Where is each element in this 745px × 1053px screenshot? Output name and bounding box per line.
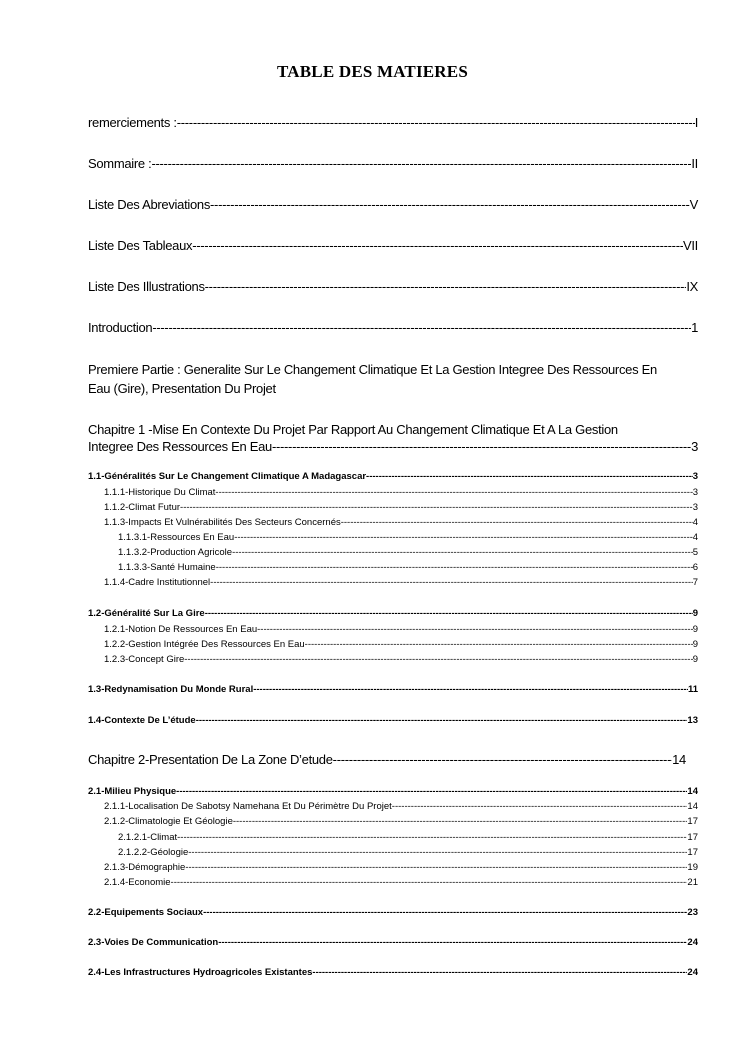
toc-entry-label: 1.1-Généralités Sur Le Changement Climatique A Madagascar [88, 471, 367, 482]
leader-dots [151, 156, 691, 171]
toc-entry-1-1-3-2[interactable] [118, 547, 698, 558]
toc-entry-label: 2.1.2-Climatologie Et Géologie [104, 816, 233, 827]
toc-page-number: 17 [687, 832, 698, 843]
toc-page-number: 14 [672, 752, 686, 767]
toc-entry-chapter-2[interactable] [88, 752, 686, 767]
toc-chapter-heading-line[interactable] [88, 420, 698, 439]
leader-dots [392, 801, 688, 812]
toc-entry-label: 1.2.3-Concept Gire [104, 654, 185, 665]
leader-dots [196, 715, 688, 726]
toc-entry-label: 1.1.3.1-Ressources En Eau [118, 532, 235, 543]
toc-entry-label: Liste Des Tableaux [88, 238, 193, 253]
toc-page-number: IX [686, 279, 698, 294]
toc-entry-2-2[interactable] [88, 907, 698, 918]
toc-entry-label: Liste Des Illustrations [88, 279, 205, 294]
toc-entry-label: remerciements : [88, 115, 177, 130]
toc-entry-sommaire[interactable] [88, 156, 698, 171]
toc-entry-label: 2.1.2.1-Climat [118, 832, 178, 843]
toc-page-number: 7 [692, 577, 698, 588]
toc-page-number: 4 [692, 517, 698, 528]
toc-page-number: 3 [692, 502, 698, 513]
toc-page-number: 6 [692, 562, 698, 573]
toc-entry-label: 1.1.3.2-Production Agricole [118, 547, 233, 558]
leader-dots [188, 847, 687, 858]
toc-entry-label: 2.3-Voies De Communication [88, 937, 219, 948]
toc-entry-abreviations[interactable] [88, 197, 698, 212]
leader-dots [218, 937, 687, 948]
toc-entry-label: Sommaire : [88, 156, 152, 171]
leader-dots [171, 877, 688, 888]
leader-dots [272, 439, 691, 454]
toc-entry-2-1[interactable] [88, 786, 698, 797]
toc-page-number: 23 [687, 907, 698, 918]
toc-entry-1-2-3[interactable] [104, 654, 698, 665]
leader-dots [210, 577, 693, 588]
leader-dots [333, 752, 672, 767]
toc-entry-label: Introduction [88, 320, 153, 335]
toc-page-number: VII [683, 238, 698, 253]
leader-dots [205, 279, 687, 294]
toc-entry-2-1-4[interactable] [104, 877, 698, 888]
leader-dots [253, 684, 688, 695]
leader-dots [366, 471, 693, 482]
toc-part-heading[interactable] [88, 360, 698, 398]
toc-entry-1-1-1[interactable] [104, 487, 698, 498]
leader-dots [184, 654, 692, 665]
toc-entry-label: Integree Des Ressources En Eau [88, 439, 272, 454]
leader-dots [232, 547, 693, 558]
leader-dots [210, 197, 690, 212]
toc-entry-label: 1.1.1-Historique Du Climat [104, 487, 216, 498]
toc-entry-chapter-1[interactable] [88, 439, 698, 454]
toc-entry-1-1-3-3[interactable] [118, 562, 698, 573]
toc-page-number: 9 [692, 654, 698, 665]
leader-dots [341, 517, 693, 528]
toc-part-line: Eau (Gire), Presentation Du Projet [88, 381, 276, 396]
toc-entry-1-1-3[interactable] [104, 517, 698, 528]
toc-entry-label: 1.4-Contexte De L’étude [88, 715, 196, 726]
leader-dots [215, 487, 692, 498]
toc-page-number: 1 [691, 320, 698, 335]
toc-entry-label: 2.1.2.2-Géologie [118, 847, 189, 858]
toc-chapter-line: Chapitre 1 -Mise En Contexte Du Projet Par Rapport Au Changement Climatique Et A La Gestion [88, 422, 618, 437]
leader-dots [203, 907, 687, 918]
toc-entry-1-1[interactable] [88, 471, 698, 482]
toc-page-number: 17 [687, 847, 698, 858]
toc-entry-2-4[interactable] [88, 967, 698, 978]
toc-page-number: 17 [687, 816, 698, 827]
toc-page-number: II [691, 156, 698, 171]
toc-entry-2-1-2-2[interactable] [118, 847, 698, 858]
leader-dots [177, 832, 687, 843]
toc-entry-2-1-2[interactable] [104, 816, 698, 827]
toc-entry-tableaux[interactable] [88, 238, 698, 253]
toc-entry-1-1-4[interactable] [104, 577, 698, 588]
toc-entry-label: 2.1.1-Localisation De Sabotsy Namehana Et Du Périmètre Du Projet [104, 801, 392, 812]
toc-page-number: 21 [687, 877, 698, 888]
toc-page-number: 11 [687, 684, 698, 695]
toc-entry-1-2-1[interactable] [104, 624, 698, 635]
toc-entry-1-2-2[interactable] [104, 639, 698, 650]
toc-entry-introduction[interactable] [88, 320, 698, 335]
page-title: TABLE DES MATIERES [277, 62, 468, 81]
leader-dots [177, 115, 695, 130]
leader-dots [205, 608, 693, 619]
toc-entry-2-1-1[interactable] [104, 801, 698, 812]
toc-entry-label: 2.2-Equipements Sociaux [88, 907, 204, 918]
toc-entry-label: Chapitre 2-Presentation De La Zone D’etude [88, 752, 333, 767]
leader-dots [152, 320, 691, 335]
leader-dots [233, 816, 688, 827]
toc-page-number: 24 [687, 967, 698, 978]
toc-page-number: 19 [687, 862, 698, 873]
leader-dots [180, 502, 693, 513]
leader-dots [234, 532, 693, 543]
toc-entry-label: 2.4-Les Infrastructures Hydroagricoles Existantes [88, 967, 313, 978]
toc-entry-label: 1.2.1-Notion De Ressources En Eau [104, 624, 258, 635]
toc-entry-label: 1.1.4-Cadre Institutionnel [104, 577, 211, 588]
toc-page-number: 9 [692, 639, 698, 650]
toc-page-number: V [689, 197, 698, 212]
toc-entry-1-1-2[interactable] [104, 502, 698, 513]
toc-page-number: 3 [692, 487, 698, 498]
toc-entry-1-1-3-1[interactable] [118, 532, 698, 543]
leader-dots [312, 967, 687, 978]
toc-entry-1-3[interactable] [88, 684, 698, 695]
leader-dots [257, 624, 693, 635]
toc-entry-label: 2.1.3-Démographie [104, 862, 186, 873]
toc-page-number: 5 [692, 547, 698, 558]
toc-entry-1-4[interactable] [88, 715, 698, 726]
toc-entry-label: 1.1.2-Climat Futur [104, 502, 181, 513]
toc-entry-label: 1.1.3-Impacts Et Vulnérabilités Des Secteurs Concernés [104, 517, 341, 528]
toc-entry-label: 1.1.3.3-Santé Humaine [118, 562, 216, 573]
toc-entry-label: 2.1-Milieu Physique [88, 786, 177, 797]
leader-dots [176, 786, 687, 797]
toc-page-number: 13 [687, 715, 698, 726]
toc-entry-label: 1.2.2-Gestion Intégrée Des Ressources En Eau [104, 639, 305, 650]
toc-page-number: 3 [692, 471, 698, 482]
toc-page-number: 4 [692, 532, 698, 543]
toc-page-number: I [694, 115, 698, 130]
toc-page-number: 9 [692, 608, 698, 619]
toc-part-line: Premiere Partie : Generalite Sur Le Changement Climatique Et La Gestion Integree Des Ressources En [88, 362, 657, 377]
toc-entry-label: 2.1.4-Economie [104, 877, 171, 888]
toc-page-number: 14 [687, 786, 698, 797]
toc-entry-2-3[interactable] [88, 937, 698, 948]
toc-page-number: 14 [687, 801, 698, 812]
toc-entry-label: Liste Des Abreviations [88, 197, 211, 212]
toc-entry-label: 1.2-Généralité Sur La Gire [88, 608, 205, 619]
toc-entry-2-1-3[interactable] [104, 862, 698, 873]
toc-entry-label: 1.3-Redynamisation Du Monde Rural [88, 684, 254, 695]
leader-dots [185, 862, 687, 873]
toc-entry-remerciements[interactable] [88, 115, 698, 130]
toc-entry-illustrations[interactable] [88, 279, 698, 294]
toc-page-number: 3 [691, 439, 698, 454]
leader-dots [305, 639, 693, 650]
leader-dots [192, 238, 683, 253]
toc-page-number: 24 [687, 937, 698, 948]
toc-page-number: 9 [692, 624, 698, 635]
toc-entry-1-2[interactable] [88, 608, 698, 619]
toc-entry-2-1-2-1[interactable] [118, 832, 698, 843]
leader-dots [216, 562, 693, 573]
